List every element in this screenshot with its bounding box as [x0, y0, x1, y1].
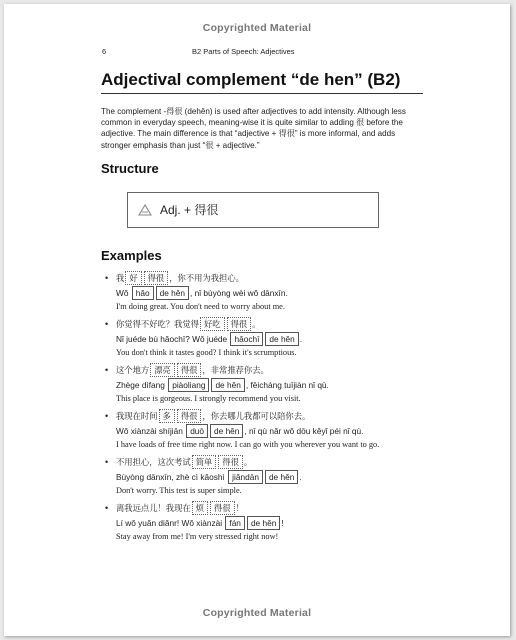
- page-content: [101, 70, 423, 547]
- list-item: [101, 409, 423, 450]
- example-translation: You don't think it tastes good? I think it's scrumptious.: [116, 347, 297, 357]
- structure-box: [127, 192, 379, 228]
- de-hen-box: de hěn: [156, 286, 189, 300]
- examples-heading: Examples: [101, 247, 162, 263]
- example-pinyin: Lí wǒ yuǎn diǎnr! Wǒ xiànzài fán de hěn !: [116, 517, 284, 528]
- example-chinese: 我 好 得很 ，你不用为我担心。: [116, 272, 244, 283]
- adjective-box: fán: [225, 516, 245, 530]
- de-hen-box: 得很: [177, 409, 202, 423]
- bullet-icon: •: [105, 456, 109, 467]
- example-chinese: 这个地方 漂亮 得很 ，非常推荐你去。: [116, 364, 269, 375]
- page-title: Adjectival complement “de hen” (B2): [101, 70, 423, 94]
- de-hen-box: 得很: [218, 455, 243, 469]
- copyright-footer: Copyrighted Material: [202, 607, 312, 619]
- running-head: B2 Parts of Speech: Adjectives: [192, 47, 295, 56]
- de-hen-box: de hěn: [265, 470, 298, 484]
- adjective-box: 好: [125, 271, 141, 285]
- adjective-box: 简单: [192, 455, 217, 469]
- list-item: [101, 363, 423, 404]
- example-pinyin: Zhège dìfang piàoliang de hěn , fēicháng tuījiàn nǐ qù.: [116, 379, 329, 390]
- example-pinyin: Wǒ xiànzài shíjiān duō de hěn , nǐ qù nǎr wǒ dōu kěyǐ péi nǐ qù.: [116, 425, 364, 436]
- adjective-box: 多: [159, 409, 175, 423]
- bullet-icon: •: [105, 364, 109, 375]
- example-translation: This place is gorgeous. I strongly recommend you visit.: [116, 393, 301, 403]
- book-page: [4, 4, 510, 636]
- list-item: [101, 317, 423, 358]
- intro-paragraph: The complement -得很 (dehěn) is used after adjectives to add intensity. Although less common in everyday speech, meaning-wise it is quite similar to adding 很 before the adjective. The main difference is that “adjective + 得很” is more informal, and adds stronger emphasis than just “很 + adjective.”: [101, 107, 406, 150]
- adjective-box: duō: [186, 424, 208, 438]
- list-item: [101, 455, 423, 496]
- adjective-box: 漂亮: [150, 363, 175, 377]
- de-hen-box: de hěn: [211, 378, 244, 392]
- structure-formula: Adj. + 得很: [160, 203, 219, 218]
- page-number: 6: [102, 47, 107, 56]
- de-hen-box: 得很: [177, 363, 202, 377]
- bullet-icon: •: [105, 502, 109, 513]
- example-translation: I have loads of free time right now. I can go with you wherever you want to go.: [116, 439, 380, 449]
- example-translation: I'm doing great. You don't need to worry about me.: [116, 301, 285, 311]
- de-hen-box: de hěn: [210, 424, 243, 438]
- adjective-box: hǎo: [132, 286, 154, 300]
- bullet-icon: •: [105, 272, 109, 283]
- example-pinyin: Bùyòng dānxīn, zhè cì kǎoshì jiǎndān de hěn .: [116, 471, 302, 482]
- bullet-icon: •: [105, 318, 109, 329]
- example-translation: Don't worry. This test is super simple.: [116, 485, 242, 495]
- adjective-box: jiǎndān: [228, 470, 263, 484]
- list-item: [101, 271, 423, 312]
- example-translation: Stay away from me! I'm very stressed right now!: [116, 531, 279, 541]
- de-hen-box: 得很: [227, 317, 252, 331]
- example-chinese: 你觉得不好吃？我觉得 好吃 得很 。: [116, 318, 261, 329]
- structure-heading: Structure: [101, 160, 159, 176]
- copyright-header: Copyrighted Material: [202, 22, 312, 34]
- example-pinyin: Wǒ hǎo de hěn , nǐ bùyòng wèi wǒ dānxīn.: [116, 287, 288, 298]
- adjective-box: 烦: [192, 501, 208, 515]
- bullet-icon: •: [105, 410, 109, 421]
- adjective-box: 好吃: [200, 317, 225, 331]
- example-chinese: 我现在时间 多 得很 ，你去哪儿我都可以陪你去。: [116, 410, 311, 421]
- example-pinyin: Nǐ juéde bù hǎochī? Wǒ juéde hǎochī de hěn .: [116, 333, 303, 344]
- de-hen-box: 得很: [210, 501, 235, 515]
- adjective-box: piàoliang: [168, 378, 209, 392]
- adjective-box: hǎochī: [230, 332, 263, 346]
- triangle-pencil-icon: [138, 204, 152, 216]
- list-item: [101, 501, 423, 542]
- de-hen-box: de hěn: [265, 332, 298, 346]
- de-hen-box: de hěn: [247, 516, 280, 530]
- example-chinese: 离我远点儿！我现在 烦 得很 ！: [116, 502, 244, 513]
- example-chinese: 不用担心，这次考试 简单 得很 。: [116, 456, 253, 467]
- examples-list: [101, 271, 423, 542]
- de-hen-box: 得很: [144, 271, 169, 285]
